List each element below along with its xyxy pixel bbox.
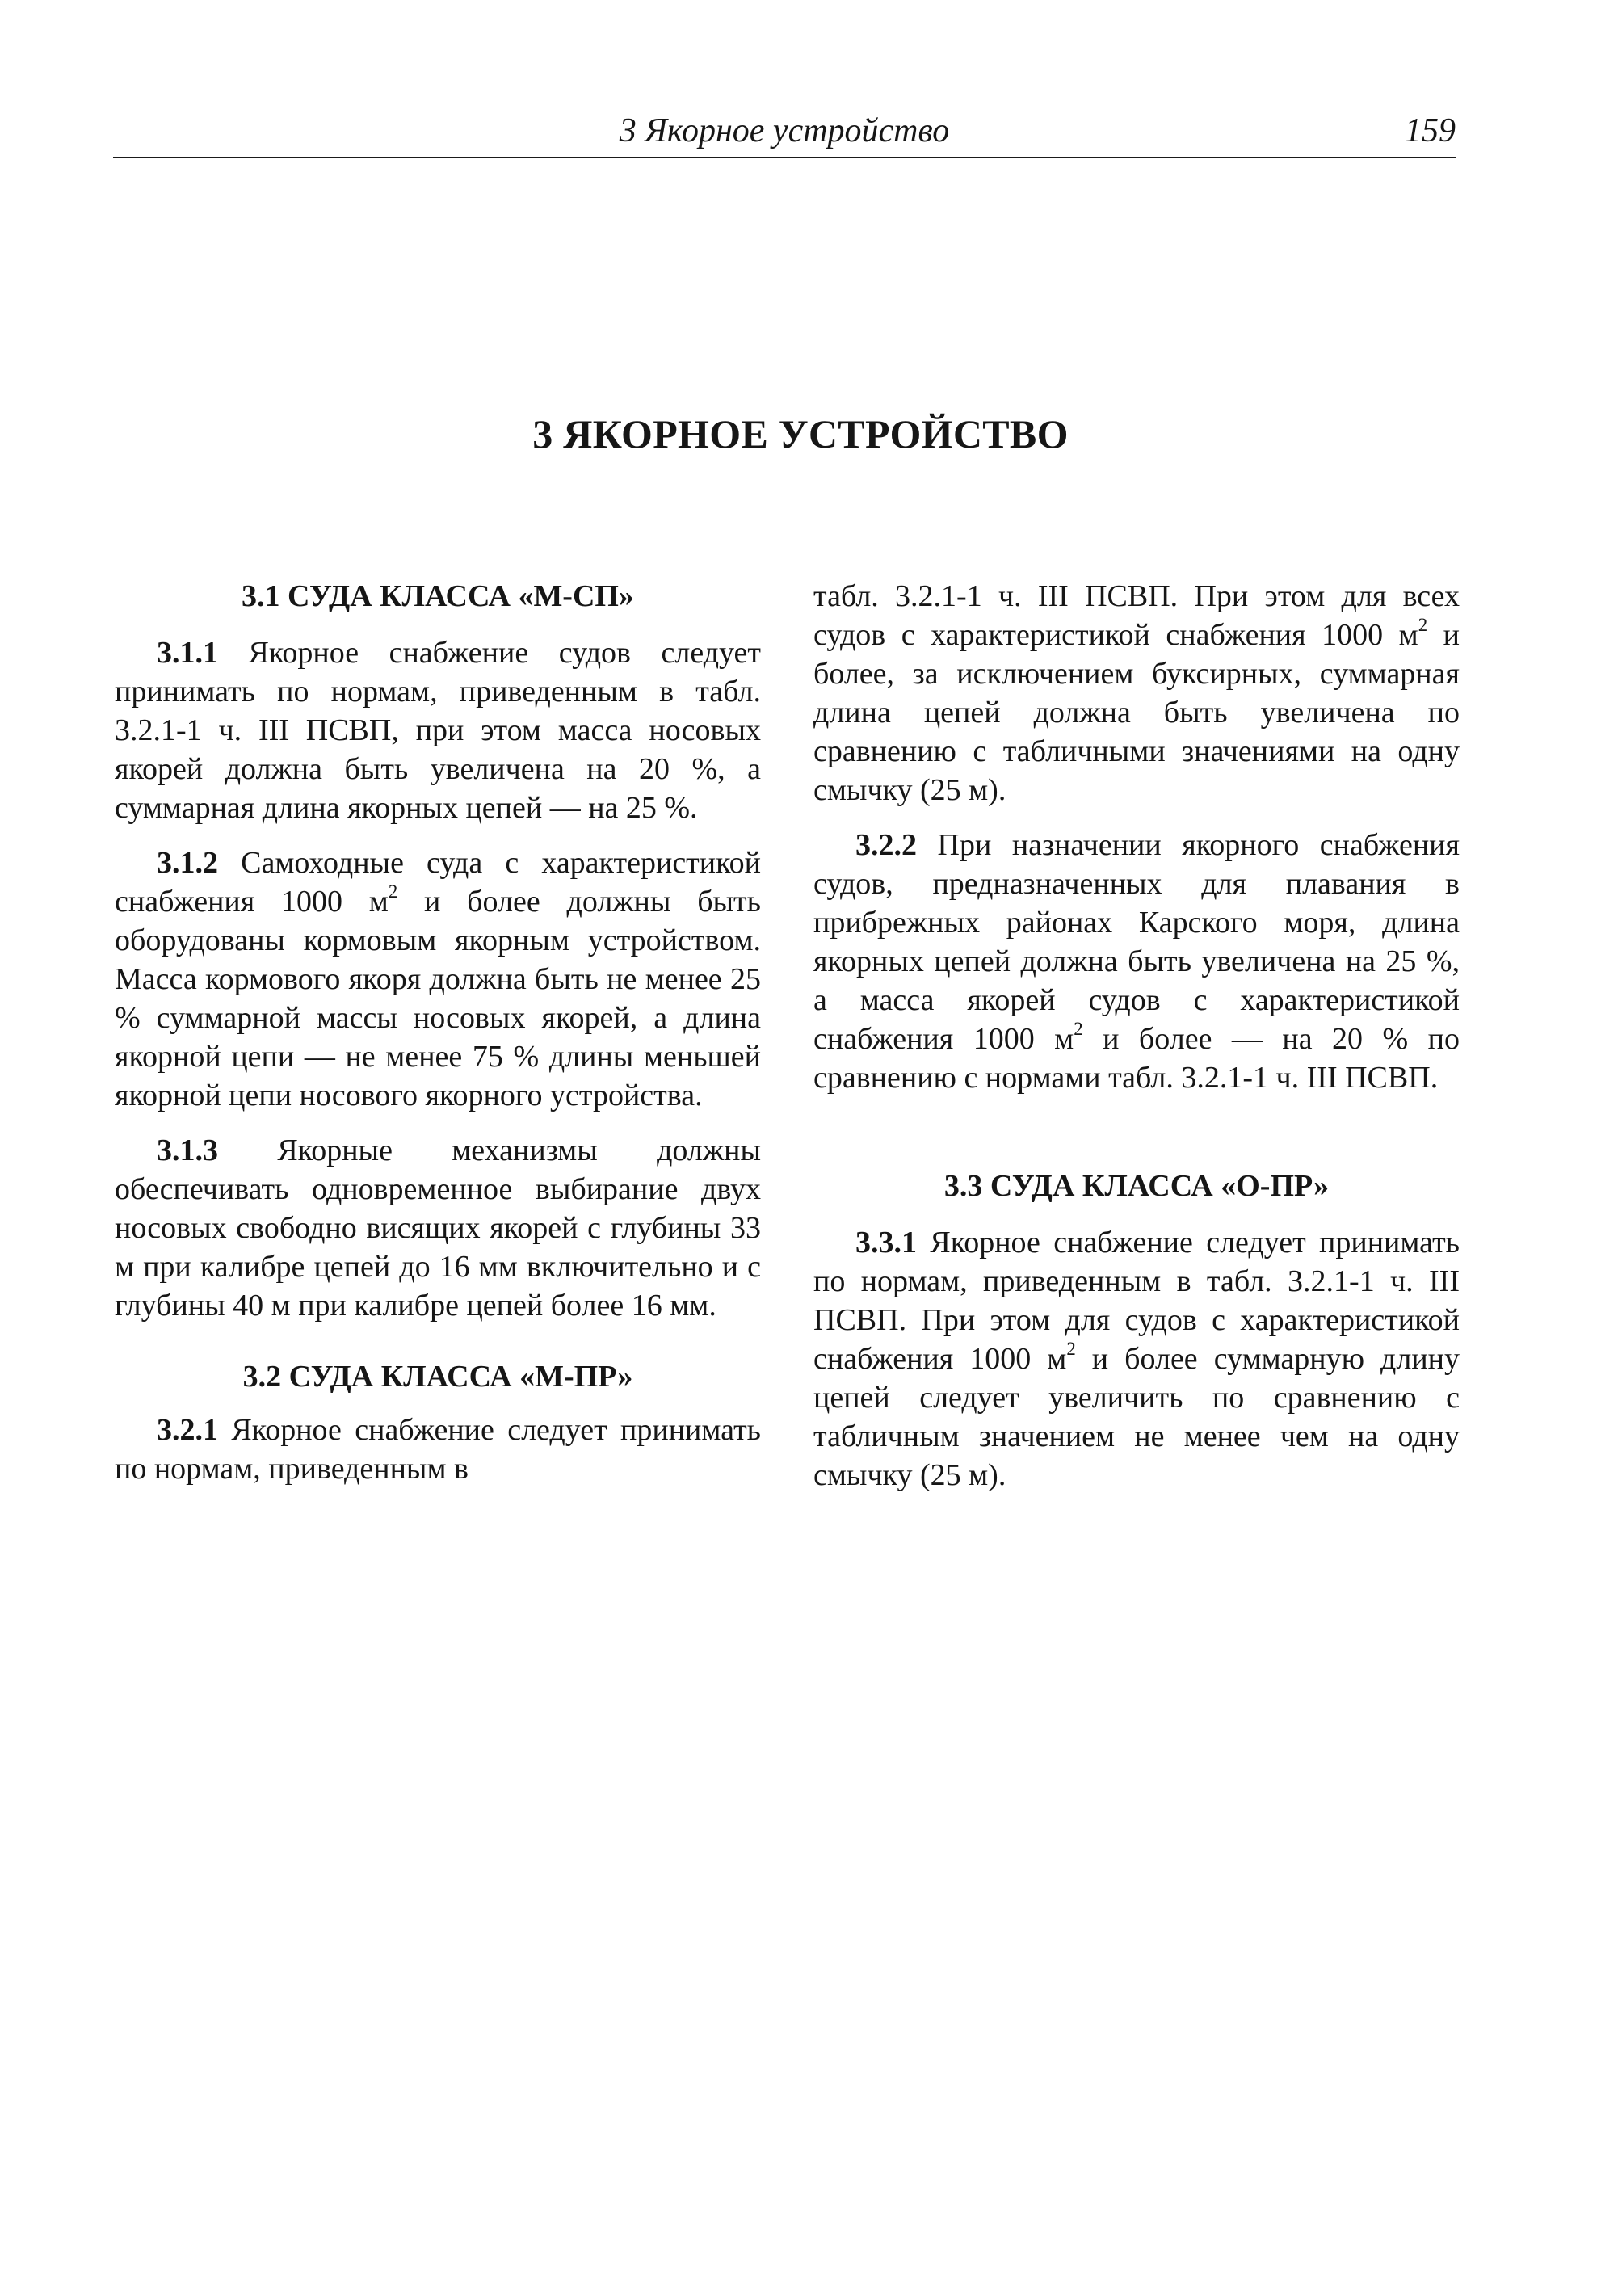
paragraph-text: табл. 3.2.1-1 ч. III ПСВП. При этом для всех судов с характеристикой снабжения 1000 м: [813, 579, 1460, 652]
paragraph-3-2-1: [115, 1411, 761, 1488]
running-header: [113, 111, 1456, 158]
clause-number: 3.2.1: [157, 1413, 218, 1447]
paragraph-3-2-2: [813, 826, 1460, 1097]
paragraph-text: При назначении якорного снабжения судов, предназначенных для плавания в прибрежных районах Карского моря, длина якорных цепей должна быть увеличена на 25 %, а масса якорей судов с характеристикой снабжения 1000 м: [813, 828, 1460, 1056]
paragraph-text: Якорное снабжение судов следует принимать по нормам, приведенным в табл. 3.2.1-1 ч. III ПСВП, при этом масса носовых якорей должна быть увеличена на 20 %, а суммарная длина якорных цепей — на 25 %.: [115, 636, 761, 825]
left-column: [115, 572, 761, 1488]
superscript: 2: [1418, 614, 1428, 635]
superscript: 2: [388, 881, 398, 902]
paragraph-text: и более должны быть оборудованы кормовым якорным устройством. Масса кормового якоря должна быть не менее 25 % суммарной массы носовых якорей, а длина якорной цепи — не менее 75 % длины меньшей якорной цепи носового якорного устройства.: [115, 885, 761, 1112]
superscript: 2: [1066, 1338, 1076, 1359]
right-column: [813, 572, 1460, 1495]
paragraph-3-1-1: [115, 633, 761, 827]
page-number: 159: [1405, 112, 1456, 149]
paragraph-3-1-3: [115, 1131, 761, 1325]
paragraph-text: Якорное снабжение следует принимать по нормам, приведенным в табл. 3.2.1-1 ч. III ПСВП. При этом для судов с характеристикой снабжения 1000 м: [813, 1226, 1460, 1376]
clause-number: 3.1.3: [157, 1133, 218, 1167]
running-title: 3 Якорное устройство: [619, 112, 950, 149]
paragraph-3-2-1-continued: [813, 577, 1460, 809]
paragraph-text: и более, за исключением буксирных, суммарная длина цепей должна быть увеличена по сравнению с табличными значениями на одну смычку (25 м).: [813, 618, 1460, 807]
paragraph-text: и более — на 20 % по сравнению с нормами табл. 3.2.1-1 ч. III ПСВП.: [813, 1022, 1460, 1095]
clause-number: 3.3.1: [855, 1226, 917, 1259]
chapter-title: 3 ЯКОРНОЕ УСТРОЙСТВО: [532, 411, 1069, 456]
paragraph-text: Якорное снабжение следует принимать по нормам, приведенным в: [115, 1413, 761, 1486]
section-heading-3-3: 3.3 СУДА КЛАССА «О-ПР»: [943, 1169, 1330, 1203]
section-heading-3-1: 3.1 СУДА КЛАССА «М-СП»: [242, 579, 634, 613]
paragraph-text: и более суммарную длину цепей следует увеличить по сравнению с табличным значением не менее чем на одну смычку (25 м).: [813, 1342, 1460, 1492]
section-heading-3-2: 3.2 СУДА КЛАССА «М-ПР»: [242, 1360, 633, 1394]
paragraph-3-1-2: [115, 843, 761, 1115]
superscript: 2: [1074, 1018, 1083, 1039]
clause-number: 3.2.2: [855, 828, 917, 862]
clause-number: 3.1.1: [157, 636, 218, 670]
clause-number: 3.1.2: [157, 846, 218, 880]
paragraph-text: Якорные механизмы должны обеспечивать одновременное выбирание двух носовых свободно висящих якорей с глубины 33 м при калибре цепей до 16 мм включительно и с глубины 40 м при калибре цепей более 16 мм.: [115, 1133, 761, 1323]
paragraph-text: Самоходные суда с характеристикой снабжения 1000 м: [115, 846, 761, 919]
paragraph-3-3-1: [813, 1223, 1460, 1495]
